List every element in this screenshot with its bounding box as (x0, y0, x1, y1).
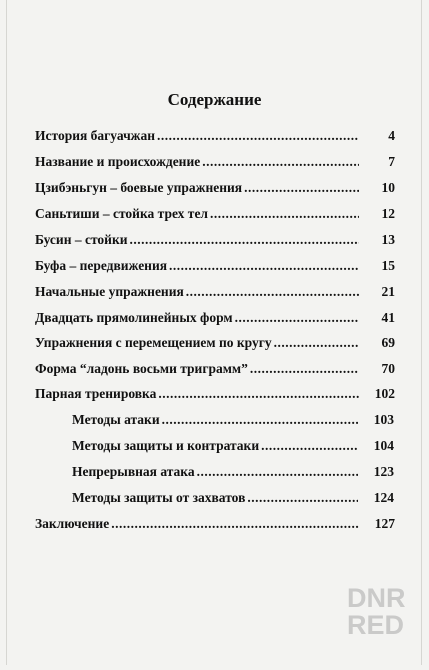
toc-entry-page: 7 (388, 154, 395, 169)
toc-leader-dots (158, 386, 359, 402)
toc-entry (35, 386, 395, 406)
toc-entry-label: Цзибэньгун – боевые упражнения (35, 180, 243, 195)
toc-leader-dots (130, 232, 359, 248)
toc-subentry (72, 490, 394, 510)
toc-subentry (72, 464, 394, 484)
toc-entry-label: Методы защиты и контратаки (72, 438, 260, 453)
toc-entry-label: Саньтиши – стойка трех тел (35, 206, 209, 221)
watermark-line: RED (347, 610, 405, 640)
toc-leader-dots (111, 516, 359, 532)
watermark-logo (347, 585, 409, 647)
toc-leader-dots (247, 490, 358, 506)
toc-leader-dots (169, 258, 359, 274)
toc-leader-dots (244, 180, 359, 196)
toc-entry-page: 15 (381, 258, 395, 273)
toc-leader-dots (186, 284, 359, 300)
toc-entry-label: Парная тренировка (35, 386, 157, 401)
toc-subentry (72, 438, 394, 458)
toc-entry-label: Буфа – передвижения (35, 258, 168, 273)
toc-leader-dots (202, 154, 359, 170)
toc-entry-label: Заключение (35, 516, 110, 531)
toc-entry (35, 180, 395, 200)
toc-entry (35, 310, 395, 330)
toc-leader-dots (250, 361, 359, 377)
toc-leader-dots (261, 438, 358, 454)
toc-entry (35, 232, 395, 252)
toc-entry (35, 284, 395, 304)
toc-entry (35, 516, 395, 536)
watermark-line: DNR (347, 583, 406, 613)
toc-entry-label: Название и происхождение (35, 154, 201, 169)
toc-entry (35, 128, 395, 148)
toc-entry-label: Непрерывная атака (72, 464, 195, 479)
toc-entry-label: Начальные упражнения (35, 284, 184, 299)
toc-leader-dots (197, 464, 358, 480)
toc-entry (35, 335, 395, 355)
toc-entry-page: 127 (374, 516, 395, 531)
toc-leader-dots (210, 206, 359, 222)
toc-entry-page: 4 (388, 128, 395, 143)
toc-entry-page: 13 (381, 232, 395, 247)
toc-entry (35, 206, 395, 226)
toc-entry-page: 10 (381, 180, 395, 195)
toc-entry-label: Методы атаки (72, 412, 160, 427)
toc-entry-label: Форма “ладонь восьми триграмм” (35, 361, 248, 376)
toc-leader-dots (162, 412, 358, 428)
toc-entry (35, 258, 395, 278)
toc-entry-page: 41 (381, 310, 395, 325)
toc-entry-label: История багуачжан (35, 128, 156, 143)
toc-leader-dots (157, 128, 359, 144)
toc-entry-page: 70 (381, 361, 395, 376)
toc-entry-page: 103 (373, 412, 394, 427)
toc-entry-page: 12 (381, 206, 395, 221)
toc-entry-label: Методы защиты от захватов (72, 490, 246, 505)
toc-subentry (72, 412, 394, 432)
toc-entry-label: Упражнения с перемещением по кругу (35, 335, 272, 350)
toc-entry-page: 102 (374, 386, 395, 401)
toc-entry-page: 104 (373, 438, 394, 453)
toc-entry-page: 124 (373, 490, 394, 505)
toc-entry (35, 361, 395, 381)
toc-leader-dots (274, 335, 359, 351)
toc-entry (35, 154, 395, 174)
toc-entry-page: 21 (381, 284, 395, 299)
toc-entry-label: Двадцать прямолинейных форм (35, 310, 233, 325)
page-title: Содержание (167, 90, 262, 109)
toc-entry-page: 123 (373, 464, 394, 479)
toc-entry-page: 69 (381, 335, 395, 350)
toc-leader-dots (235, 310, 359, 326)
toc-entry-label: Бусин – стойки (35, 232, 128, 247)
